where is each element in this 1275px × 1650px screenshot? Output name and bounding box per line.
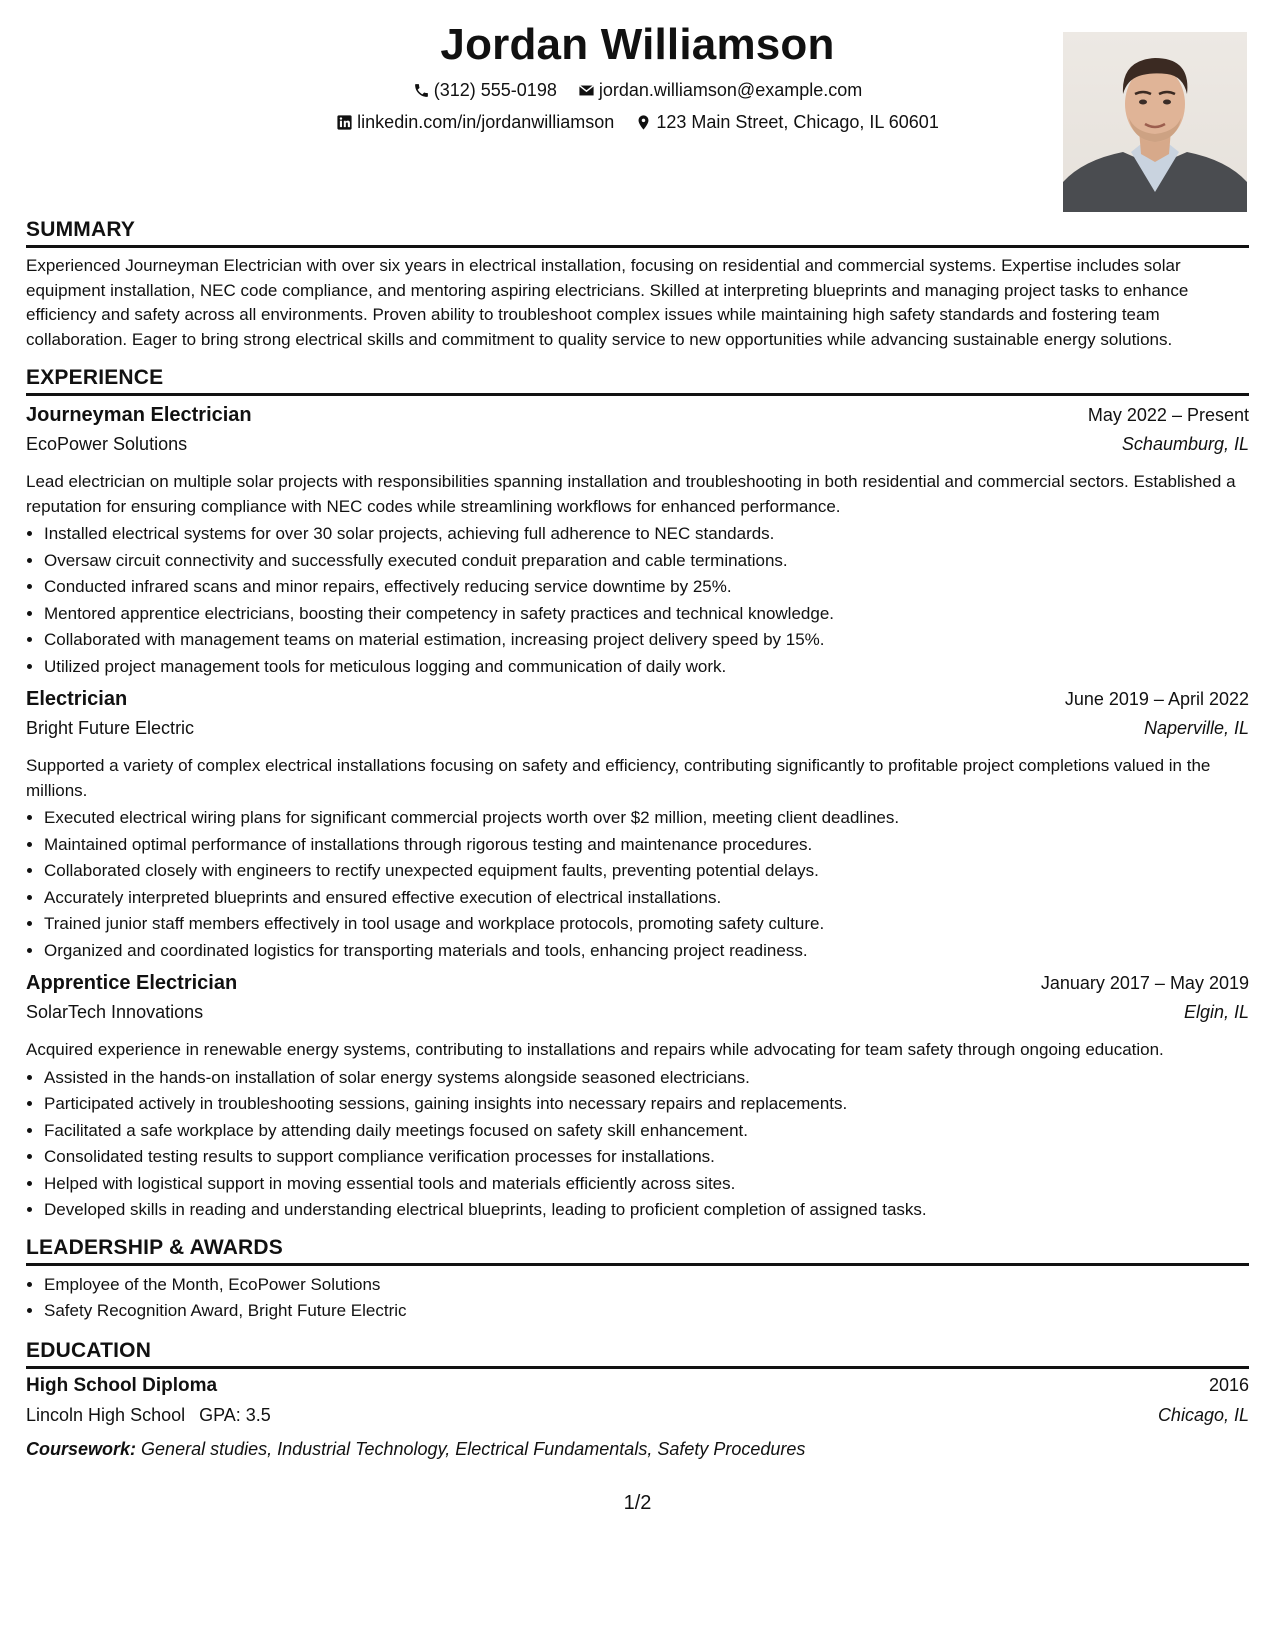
job-location: Schaumburg, IL [1121, 434, 1249, 454]
job-title: Apprentice Electrician [26, 972, 238, 994]
envelope-icon [578, 82, 595, 99]
coursework-label: Coursework: [26, 1438, 137, 1459]
resume-page [26, 0, 1249, 1650]
summary-section [26, 218, 1249, 352]
school-info [26, 1405, 271, 1426]
job-company: SolarTech Innovations [26, 1002, 204, 1022]
job-title: Electrician [26, 688, 128, 710]
page-number: 1/2 [623, 1492, 652, 1514]
profile-photo [1063, 32, 1247, 212]
contact-linkedin[interactable] [336, 112, 614, 133]
job-location: Naperville, IL [1143, 718, 1249, 738]
phone-icon [413, 82, 430, 99]
list-item: • Collaborated closely with engineers to rectify unexpected equipment faults, preventing potential delays. [44, 858, 1249, 885]
candidate-name: Jordan Williamson [440, 20, 835, 69]
list-item: • Trained junior staff members effectively in tool usage and workplace protocols, promoting safety culture. [44, 911, 1249, 938]
job-company: Bright Future Electric [26, 718, 195, 738]
summary-heading: SUMMARY [26, 218, 1249, 248]
degree-title: High School Diploma [26, 1374, 218, 1396]
list-item: • Facilitated a safe workplace by attending daily meetings focused on safety skill enhancement. [44, 1118, 1249, 1145]
education-section [26, 1339, 1249, 1460]
resume-header [26, 0, 1249, 218]
contact-email[interactable] [578, 80, 862, 101]
job-location: Elgin, IL [1183, 1002, 1249, 1022]
phone-text: (312) 555-0198 [433, 80, 557, 100]
list-item: • Conducted infrared scans and minor repairs, effectively reducing service downtime by 25%. [44, 574, 1249, 601]
job-entry [26, 688, 1249, 964]
map-pin-icon [635, 114, 652, 131]
list-item: • Executed electrical wiring plans for significant commercial projects worth over $2 million, meeting client deadlines. [44, 805, 1249, 832]
job-description: Supported a variety of complex electrical installations focusing on safety and efficiency, contributing significantly to profitable project completions valued in the millions. [26, 756, 1211, 800]
job-bullets [26, 1065, 1249, 1224]
coursework-text: General studies, Industrial Technology, Electrical Fundamentals, Safety Procedures [141, 1438, 806, 1459]
linkedin-link[interactable]: linkedin.com/in/jordanwilliamson [357, 112, 615, 132]
linkedin-icon [336, 114, 353, 131]
list-item: • Assisted in the hands-on installation of solar energy systems alongside seasoned electricians. [44, 1065, 1249, 1092]
list-item: • Safety Recognition Award, Bright Future Electric [44, 1298, 1249, 1325]
list-item: • Collaborated with management teams on material estimation, increasing project delivery speed by 15%. [44, 627, 1249, 654]
list-item: • Consolidated testing results to support compliance verification processes for installations. [44, 1144, 1249, 1171]
school-name: Lincoln High School [26, 1404, 186, 1425]
gpa-text: GPA: 3.5 [199, 1404, 271, 1425]
graduation-year: 2016 [1208, 1374, 1249, 1395]
job-title: Journeyman Electrician [26, 404, 252, 426]
job-entry [26, 404, 1249, 680]
list-item: • Developed skills in reading and understanding electrical blueprints, leading to proficient completion of assigned tasks. [44, 1197, 1249, 1224]
address-text: 123 Main Street, Chicago, IL 60601 [656, 112, 939, 132]
job-dates: May 2022 – Present [1087, 405, 1249, 425]
list-item: • Oversaw circuit connectivity and successfully executed conduit preparation and cable terminations. [44, 548, 1249, 575]
list-item: • Helped with logistical support in moving essential tools and materials efficiently across sites. [44, 1171, 1249, 1198]
list-item: • Installed electrical systems for over 30 solar projects, achieving full adherence to NEC standards. [44, 521, 1249, 548]
list-item: • Accurately interpreted blueprints and ensured effective execution of electrical installations. [44, 885, 1249, 912]
email-link[interactable]: jordan.williamson@example.com [598, 80, 863, 100]
list-item: • Organized and coordinated logistics for transporting materials and tools, enhancing project readiness. [44, 938, 1249, 965]
list-item: • Utilized project management tools for meticulous logging and communication of daily work. [44, 654, 1249, 681]
job-description: Acquired experience in renewable energy systems, contributing to installations and repairs while advocating for team safety through ongoing education. [26, 1040, 1164, 1059]
awards-heading: LEADERSHIP & AWARDS [26, 1236, 1249, 1266]
list-item: • Participated actively in troubleshooting sessions, gaining insights into necessary repairs and replacements. [44, 1091, 1249, 1118]
experience-section [26, 366, 1249, 1224]
job-dates: June 2019 – April 2022 [1064, 689, 1249, 709]
job-entry [26, 972, 1249, 1224]
job-dates: January 2017 – May 2019 [1040, 973, 1249, 993]
summary-text: Experienced Journeyman Electrician with over six years in electrical installation, focusing on residential and commercial systems. Expertise includes solar equipment installation, NEC code compliance, and mentoring aspiring electricians. Skilled at interpreting blueprints and managing project tasks to enhance efficiency and safety across all environments. Proven ability to troubleshoot complex issues while maintaining high safety standards and fostering team collaboration. Eager to bring strong electrical skills and commitment to quality service to new opportunities while advancing sustainable energy solutions. [26, 256, 1189, 349]
job-bullets [26, 521, 1249, 680]
job-bullets [26, 805, 1249, 964]
awards-section [26, 1236, 1249, 1325]
experience-heading: EXPERIENCE [26, 366, 1249, 396]
awards-list [26, 1272, 1249, 1325]
list-item: • Employee of the Month, EcoPower Solutions [44, 1272, 1249, 1299]
school-location: Chicago, IL [1157, 1404, 1249, 1425]
list-item: • Mentored apprentice electricians, boosting their competency in safety practices and technical knowledge. [44, 601, 1249, 628]
coursework-line [26, 1439, 1249, 1460]
job-description: Lead electrician on multiple solar projects with responsibilities spanning installation and troubleshooting in both residential and commercial sectors. Established a reputation for ensuring compliance with NEC codes while streamlining workflows for enhanced performance. [26, 472, 1236, 516]
job-company: EcoPower Solutions [26, 434, 188, 454]
education-heading: EDUCATION [26, 1339, 1249, 1369]
contact-address [635, 112, 939, 133]
contact-phone [413, 80, 557, 101]
list-item: • Maintained optimal performance of installations through rigorous testing and maintenance procedures. [44, 832, 1249, 859]
